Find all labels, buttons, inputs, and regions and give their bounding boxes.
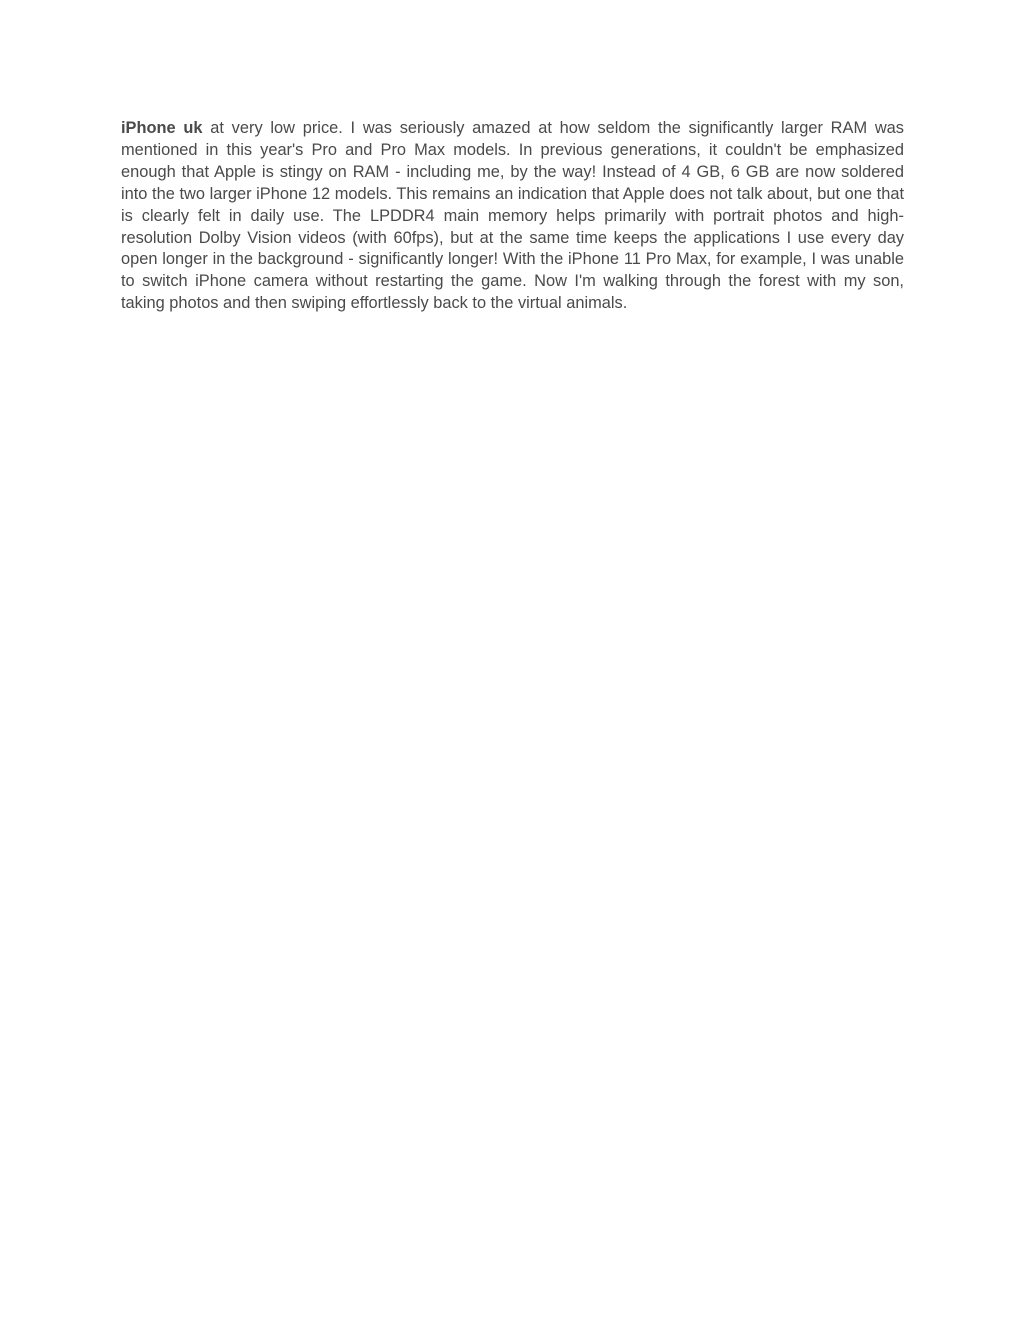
document-content xyxy=(121,118,904,315)
paragraph-text: at very low price. I was seriously amazed at how seldom the significantly larger RAM was mentioned in this year's Pro and Pro Max models. In previous generations, it couldn't be emphasized enough that Apple is stingy on RAM - including me, by the way! Instead of 4 GB, 6 GB are now soldered into the two larger iPhone 12 models. This remains an indication that Apple does not talk about, but one that is clearly felt in daily use. The LPDDR4 main memory helps primarily with portrait photos and high-resolution Dolby Vision videos (with 60fps), but at the same time keeps the applications I use every day open longer in the background - significantly longer! With the iPhone 11 Pro Max, for example, I was unable to switch iPhone camera without restarting the game. Now I'm walking through the forest with my son, taking photos and then swiping effortlessly back to the virtual animals. xyxy=(121,119,904,313)
lead-term: iPhone uk xyxy=(121,119,203,137)
body-paragraph xyxy=(121,118,904,315)
